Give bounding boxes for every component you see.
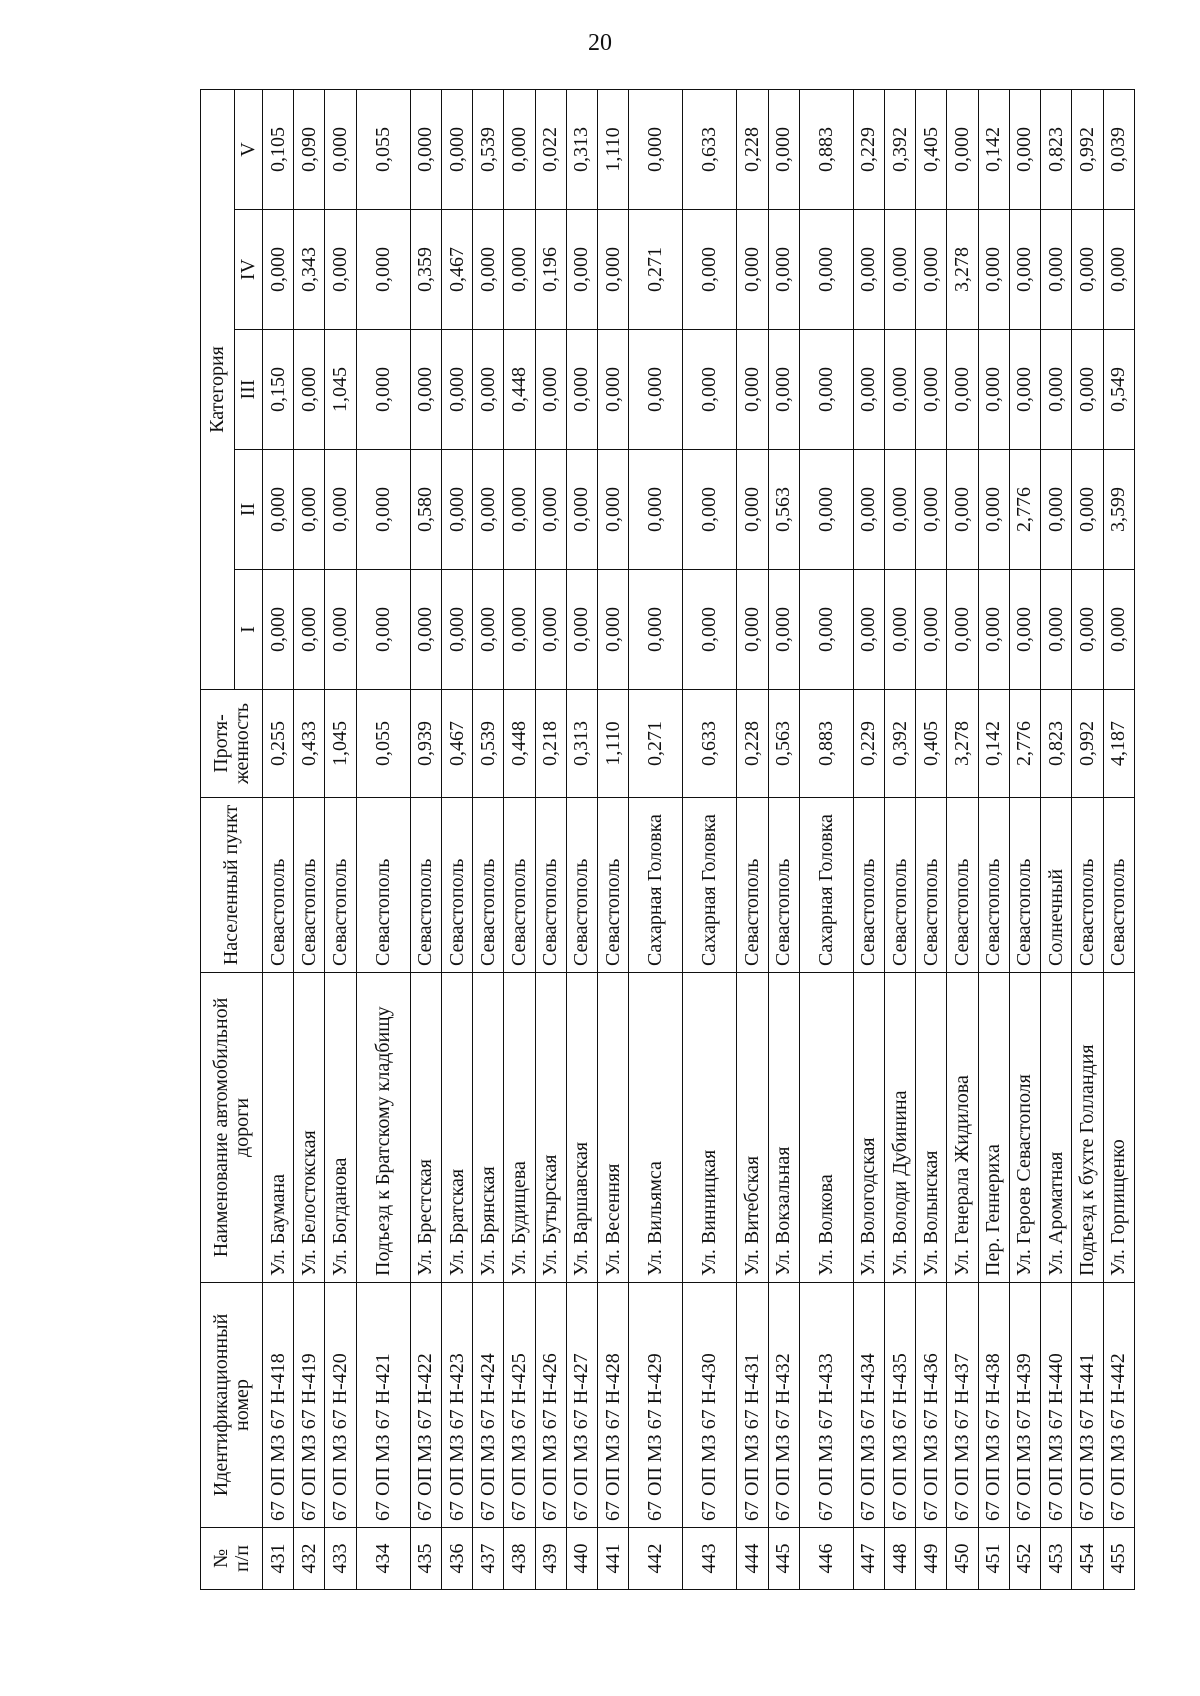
row-number-cell: 431 <box>263 1528 294 1590</box>
category-value-cell: 3,599 <box>1103 450 1135 570</box>
road-name-cell: Ул. Варшавская <box>566 973 597 1283</box>
category-value-cell: 0,000 <box>441 450 472 570</box>
road-name-cell: Ул. Будищева <box>504 973 535 1283</box>
category-value-cell: 0,229 <box>853 89 884 209</box>
length-cell: 0,055 <box>356 690 410 798</box>
table-row <box>916 89 947 1589</box>
table-row <box>1072 89 1103 1589</box>
locality-cell: Сахарная Головка <box>683 798 737 973</box>
road-name-cell: Ул. Братская <box>441 973 472 1283</box>
category-value-cell: 0,000 <box>597 450 628 570</box>
road-name-cell: Ул. Баумана <box>263 973 294 1283</box>
table-row <box>294 89 325 1589</box>
road-name-cell: Подъезд к бухте Голландия <box>1072 973 1103 1283</box>
category-value-cell: 0,000 <box>1103 570 1135 690</box>
row-number-cell: 436 <box>441 1528 472 1590</box>
table-row <box>263 89 294 1589</box>
table-row <box>683 89 737 1589</box>
locality-cell: Севастополь <box>947 798 978 973</box>
locality-cell: Сахарная Головка <box>629 798 683 973</box>
category-value-cell: 0,633 <box>683 89 737 209</box>
road-id-cell: 67 ОП МЗ 67 Н-442 <box>1103 1283 1135 1528</box>
road-id-cell: 67 ОП МЗ 67 Н-436 <box>916 1283 947 1528</box>
category-value-cell: 0,000 <box>535 570 566 690</box>
category-value-cell: 0,000 <box>410 89 441 209</box>
length-cell: 3,278 <box>947 690 978 798</box>
category-value-cell: 0,000 <box>1009 210 1040 330</box>
category-value-cell: 0,405 <box>916 89 947 209</box>
row-number-cell: 443 <box>683 1528 737 1590</box>
locality-cell: Солнечный <box>1041 798 1072 973</box>
road-name-cell: Ул. Горпищенко <box>1103 973 1135 1283</box>
category-value-cell: 0,000 <box>629 450 683 570</box>
road-name-cell: Ул. Бутырская <box>535 973 566 1283</box>
category-value-cell: 0,000 <box>799 210 853 330</box>
length-cell: 1,110 <box>597 690 628 798</box>
category-value-cell: 0,000 <box>683 570 737 690</box>
road-id-cell: 67 ОП МЗ 67 Н-439 <box>1009 1283 1040 1528</box>
road-name-cell: Ул. Генерала Жидилова <box>947 973 978 1283</box>
category-value-cell: 0,000 <box>1072 210 1103 330</box>
category-value-cell: 0,000 <box>294 330 325 450</box>
row-number-cell: 454 <box>1072 1528 1103 1590</box>
category-value-cell: 0,055 <box>356 89 410 209</box>
row-number-cell: 455 <box>1103 1528 1135 1590</box>
category-value-cell: 0,000 <box>768 570 799 690</box>
length-cell: 0,539 <box>473 690 504 798</box>
col-locality-header: Населенный пункт <box>201 798 263 973</box>
category-value-cell: 0,000 <box>737 330 768 450</box>
category-value-cell: 0,000 <box>504 570 535 690</box>
category-value-cell: 0,000 <box>473 450 504 570</box>
category-value-cell: 0,000 <box>853 450 884 570</box>
row-number-cell: 440 <box>566 1528 597 1590</box>
category-value-cell: 0,000 <box>566 450 597 570</box>
category-value-cell: 0,000 <box>597 330 628 450</box>
road-id-cell: 67 ОП МЗ 67 Н-419 <box>294 1283 325 1528</box>
category-value-cell: 0,000 <box>263 210 294 330</box>
category-value-cell: 0,313 <box>566 89 597 209</box>
length-cell: 0,467 <box>441 690 472 798</box>
category-value-cell: 0,000 <box>1041 330 1072 450</box>
category-value-cell: 0,000 <box>1041 570 1072 690</box>
row-number-cell: 434 <box>356 1528 410 1590</box>
category-value-cell: 2,776 <box>1009 450 1040 570</box>
category-value-cell: 0,000 <box>597 210 628 330</box>
length-cell: 0,313 <box>566 690 597 798</box>
category-value-cell: 0,000 <box>799 330 853 450</box>
length-cell: 0,823 <box>1041 690 1072 798</box>
locality-cell: Севастополь <box>916 798 947 973</box>
locality-cell: Севастополь <box>1103 798 1135 973</box>
category-value-cell: 0,000 <box>683 330 737 450</box>
rotated-table-wrapper <box>200 90 1135 1590</box>
table-row <box>1009 89 1040 1589</box>
category-value-cell: 0,359 <box>410 210 441 330</box>
category-value-cell: 0,000 <box>683 450 737 570</box>
category-value-cell: 0,000 <box>263 450 294 570</box>
category-value-cell: 0,000 <box>947 570 978 690</box>
category-value-cell: 0,000 <box>1041 210 1072 330</box>
locality-cell: Севастополь <box>737 798 768 973</box>
locality-cell: Сахарная Головка <box>799 798 853 973</box>
category-value-cell: 0,000 <box>853 330 884 450</box>
length-cell: 0,563 <box>768 690 799 798</box>
category-value-cell: 0,000 <box>410 570 441 690</box>
category-value-cell: 0,022 <box>535 89 566 209</box>
category-value-cell: 0,000 <box>597 570 628 690</box>
locality-cell: Севастополь <box>473 798 504 973</box>
locality-cell: Севастополь <box>853 798 884 973</box>
road-id-cell: 67 ОП МЗ 67 Н-434 <box>853 1283 884 1528</box>
road-id-cell: 67 ОП МЗ 67 Н-428 <box>597 1283 628 1528</box>
category-value-cell: 0,000 <box>1072 450 1103 570</box>
row-number-cell: 437 <box>473 1528 504 1590</box>
category-value-cell: 0,000 <box>294 450 325 570</box>
length-cell: 0,142 <box>978 690 1009 798</box>
category-value-cell: 0,000 <box>916 570 947 690</box>
locality-cell: Севастополь <box>263 798 294 973</box>
row-number-cell: 433 <box>325 1528 356 1590</box>
table-row <box>410 89 441 1589</box>
category-value-cell: 0,000 <box>947 330 978 450</box>
category-value-cell: 0,000 <box>629 570 683 690</box>
road-id-cell: 67 ОП МЗ 67 Н-427 <box>566 1283 597 1528</box>
category-value-cell: 0,000 <box>356 570 410 690</box>
road-id-cell: 67 ОП МЗ 67 Н-435 <box>885 1283 916 1528</box>
locality-cell: Севастополь <box>504 798 535 973</box>
category-value-cell: 0,000 <box>737 570 768 690</box>
row-number-cell: 450 <box>947 1528 978 1590</box>
category-value-cell: 0,000 <box>629 89 683 209</box>
table-row <box>978 89 1009 1589</box>
category-value-cell: 0,000 <box>1072 330 1103 450</box>
category-value-cell: 0,000 <box>768 210 799 330</box>
length-cell: 0,433 <box>294 690 325 798</box>
category-value-cell: 0,823 <box>1041 89 1072 209</box>
road-name-cell: Ул. Героев Севастополя <box>1009 973 1040 1283</box>
locality-cell: Севастополь <box>1009 798 1040 973</box>
road-id-cell: 67 ОП МЗ 67 Н-432 <box>768 1283 799 1528</box>
length-cell: 0,218 <box>535 690 566 798</box>
category-value-cell: 0,549 <box>1103 330 1135 450</box>
locality-cell: Севастополь <box>566 798 597 973</box>
road-id-cell: 67 ОП МЗ 67 Н-431 <box>737 1283 768 1528</box>
category-value-cell: 0,448 <box>504 330 535 450</box>
locality-cell: Севастополь <box>356 798 410 973</box>
category-value-cell: 0,000 <box>768 89 799 209</box>
category-value-cell: 0,000 <box>885 570 916 690</box>
table-row <box>473 89 504 1589</box>
length-cell: 0,939 <box>410 690 441 798</box>
length-cell: 0,271 <box>629 690 683 798</box>
category-value-cell: 0,000 <box>853 570 884 690</box>
road-id-cell: 67 ОП МЗ 67 Н-422 <box>410 1283 441 1528</box>
locality-cell: Севастополь <box>535 798 566 973</box>
category-value-cell: 0,000 <box>441 89 472 209</box>
table-row <box>1103 89 1135 1589</box>
row-number-cell: 453 <box>1041 1528 1072 1590</box>
row-number-cell: 445 <box>768 1528 799 1590</box>
category-value-cell: 0,142 <box>978 89 1009 209</box>
row-number-cell: 447 <box>853 1528 884 1590</box>
category-value-cell: 0,467 <box>441 210 472 330</box>
category-value-cell: 0,000 <box>853 210 884 330</box>
category-ii-header: II <box>235 450 263 570</box>
table-row <box>441 89 472 1589</box>
category-value-cell: 0,000 <box>356 210 410 330</box>
category-iv-header: IV <box>235 210 263 330</box>
road-id-cell: 67 ОП МЗ 67 Н-418 <box>263 1283 294 1528</box>
length-cell: 0,405 <box>916 690 947 798</box>
table-row <box>325 89 356 1589</box>
category-value-cell: 0,000 <box>356 450 410 570</box>
category-value-cell: 0,271 <box>629 210 683 330</box>
road-name-cell: Подъезд к Братскому кладбищу <box>356 973 410 1283</box>
category-value-cell: 0,343 <box>294 210 325 330</box>
category-value-cell: 0,000 <box>473 330 504 450</box>
length-cell: 0,229 <box>853 690 884 798</box>
col-name-header: Наименование автомобильной дороги <box>201 973 263 1283</box>
category-value-cell: 0,000 <box>1072 570 1103 690</box>
category-value-cell: 0,000 <box>566 330 597 450</box>
road-name-cell: Ул. Богданова <box>325 973 356 1283</box>
category-value-cell: 0,000 <box>441 330 472 450</box>
category-value-cell: 0,000 <box>566 210 597 330</box>
category-value-cell: 1,045 <box>325 330 356 450</box>
table-row <box>597 89 628 1589</box>
category-i-header: I <box>235 570 263 690</box>
table-row <box>356 89 410 1589</box>
category-iii-header: III <box>235 330 263 450</box>
length-cell: 0,255 <box>263 690 294 798</box>
road-id-cell: 67 ОП МЗ 67 Н-420 <box>325 1283 356 1528</box>
locality-cell: Севастополь <box>441 798 472 973</box>
locality-cell: Севастополь <box>1072 798 1103 973</box>
roads-table <box>200 89 1135 1590</box>
col-length-header: Протя- женность <box>201 690 263 798</box>
category-value-cell: 0,000 <box>535 450 566 570</box>
category-value-cell: 0,000 <box>263 570 294 690</box>
table-row <box>629 89 683 1589</box>
road-name-cell: Ул. Винницкая <box>683 973 737 1283</box>
road-name-cell: Ул. Ароматная <box>1041 973 1072 1283</box>
category-value-cell: 0,000 <box>325 210 356 330</box>
road-id-cell: 67 ОП МЗ 67 Н-430 <box>683 1283 737 1528</box>
road-id-cell: 67 ОП МЗ 67 Н-421 <box>356 1283 410 1528</box>
table-body <box>263 89 1135 1589</box>
category-value-cell: 0,000 <box>1009 570 1040 690</box>
table-row <box>1041 89 1072 1589</box>
table-row <box>535 89 566 1589</box>
category-value-cell: 0,000 <box>1009 89 1040 209</box>
locality-cell: Севастополь <box>325 798 356 973</box>
road-id-cell: 67 ОП МЗ 67 Н-429 <box>629 1283 683 1528</box>
table-row <box>947 89 978 1589</box>
table-row <box>566 89 597 1589</box>
row-number-cell: 435 <box>410 1528 441 1590</box>
category-value-cell: 0,039 <box>1103 89 1135 209</box>
category-value-cell: 0,539 <box>473 89 504 209</box>
category-value-cell: 0,000 <box>947 89 978 209</box>
category-value-cell: 1,110 <box>597 89 628 209</box>
category-value-cell: 0,090 <box>294 89 325 209</box>
category-value-cell: 0,000 <box>1103 210 1135 330</box>
length-cell: 2,776 <box>1009 690 1040 798</box>
row-number-cell: 452 <box>1009 1528 1040 1590</box>
table-row <box>504 89 535 1589</box>
locality-cell: Севастополь <box>978 798 1009 973</box>
category-value-cell: 0,196 <box>535 210 566 330</box>
road-id-cell: 67 ОП МЗ 67 Н-423 <box>441 1283 472 1528</box>
table-row <box>737 89 768 1589</box>
category-value-cell: 0,000 <box>504 450 535 570</box>
row-number-cell: 432 <box>294 1528 325 1590</box>
road-name-cell: Ул. Белостокская <box>294 973 325 1283</box>
road-name-cell: Ул. Весенняя <box>597 973 628 1283</box>
category-value-cell: 0,000 <box>504 89 535 209</box>
road-id-cell: 67 ОП МЗ 67 Н-433 <box>799 1283 853 1528</box>
category-value-cell: 0,000 <box>916 210 947 330</box>
row-number-cell: 448 <box>885 1528 916 1590</box>
category-value-cell: 0,392 <box>885 89 916 209</box>
length-cell: 0,228 <box>737 690 768 798</box>
category-value-cell: 0,150 <box>263 330 294 450</box>
row-number-cell: 439 <box>535 1528 566 1590</box>
length-cell: 0,633 <box>683 690 737 798</box>
row-number-cell: 444 <box>737 1528 768 1590</box>
category-value-cell: 0,000 <box>978 330 1009 450</box>
category-value-cell: 0,000 <box>978 210 1009 330</box>
category-value-cell: 0,000 <box>683 210 737 330</box>
row-number-cell: 446 <box>799 1528 853 1590</box>
length-cell: 0,448 <box>504 690 535 798</box>
category-value-cell: 0,000 <box>1041 450 1072 570</box>
category-value-cell: 0,000 <box>325 450 356 570</box>
category-value-cell: 0,000 <box>566 570 597 690</box>
locality-cell: Севастополь <box>410 798 441 973</box>
road-name-cell: Ул. Вокзальная <box>768 973 799 1283</box>
row-number-cell: 441 <box>597 1528 628 1590</box>
category-value-cell: 0,000 <box>885 210 916 330</box>
category-value-cell: 0,000 <box>916 330 947 450</box>
page-number: 20 <box>588 30 612 56</box>
row-number-cell: 451 <box>978 1528 1009 1590</box>
col-id-header: Идентификационный номер <box>201 1283 263 1528</box>
category-value-cell: 0,000 <box>473 570 504 690</box>
length-cell: 0,992 <box>1072 690 1103 798</box>
locality-cell: Севастополь <box>294 798 325 973</box>
length-cell: 4,187 <box>1103 690 1135 798</box>
road-id-cell: 67 ОП МЗ 67 Н-425 <box>504 1283 535 1528</box>
table-row <box>885 89 916 1589</box>
category-value-cell: 0,563 <box>768 450 799 570</box>
table-row <box>799 89 853 1589</box>
category-value-cell: 0,000 <box>325 570 356 690</box>
category-value-cell: 0,000 <box>885 330 916 450</box>
category-value-cell: 0,000 <box>535 330 566 450</box>
col-category-header: Категория <box>201 89 235 689</box>
road-name-cell: Ул. Вологодская <box>853 973 884 1283</box>
table-row <box>768 89 799 1589</box>
table-row <box>853 89 884 1589</box>
category-value-cell: 0,000 <box>737 210 768 330</box>
category-v-header: V <box>235 89 263 209</box>
length-cell: 0,392 <box>885 690 916 798</box>
category-value-cell: 0,000 <box>916 450 947 570</box>
category-value-cell: 0,000 <box>885 450 916 570</box>
road-name-cell: Ул. Брестская <box>410 973 441 1283</box>
category-value-cell: 0,000 <box>799 450 853 570</box>
road-name-cell: Ул. Волынская <box>916 973 947 1283</box>
length-cell: 1,045 <box>325 690 356 798</box>
locality-cell: Севастополь <box>597 798 628 973</box>
category-value-cell: 0,000 <box>1009 330 1040 450</box>
locality-cell: Севастополь <box>768 798 799 973</box>
category-value-cell: 0,000 <box>410 330 441 450</box>
category-value-cell: 0,000 <box>947 450 978 570</box>
category-value-cell: 0,000 <box>325 89 356 209</box>
road-name-cell: Пер. Геннериха <box>978 973 1009 1283</box>
category-value-cell: 0,000 <box>441 570 472 690</box>
category-value-cell: 0,000 <box>504 210 535 330</box>
category-value-cell: 0,000 <box>768 330 799 450</box>
road-id-cell: 67 ОП МЗ 67 Н-437 <box>947 1283 978 1528</box>
road-name-cell: Ул. Вильямса <box>629 973 683 1283</box>
category-value-cell: 0,228 <box>737 89 768 209</box>
length-cell: 0,883 <box>799 690 853 798</box>
road-id-cell: 67 ОП МЗ 67 Н-440 <box>1041 1283 1072 1528</box>
category-value-cell: 0,000 <box>629 330 683 450</box>
category-value-cell: 0,580 <box>410 450 441 570</box>
category-value-cell: 0,000 <box>978 570 1009 690</box>
category-value-cell: 0,000 <box>294 570 325 690</box>
road-name-cell: Ул. Витебская <box>737 973 768 1283</box>
col-no-header: № п/п <box>201 1528 263 1590</box>
road-name-cell: Ул. Володи Дубинина <box>885 973 916 1283</box>
road-name-cell: Ул. Волкова <box>799 973 853 1283</box>
category-value-cell: 0,883 <box>799 89 853 209</box>
category-value-cell: 0,000 <box>799 570 853 690</box>
category-value-cell: 0,105 <box>263 89 294 209</box>
category-value-cell: 0,000 <box>978 450 1009 570</box>
category-value-cell: 0,000 <box>473 210 504 330</box>
road-id-cell: 67 ОП МЗ 67 Н-438 <box>978 1283 1009 1528</box>
category-value-cell: 0,000 <box>356 330 410 450</box>
row-number-cell: 449 <box>916 1528 947 1590</box>
row-number-cell: 442 <box>629 1528 683 1590</box>
row-number-cell: 438 <box>504 1528 535 1590</box>
category-value-cell: 0,000 <box>737 450 768 570</box>
locality-cell: Севастополь <box>885 798 916 973</box>
road-id-cell: 67 ОП МЗ 67 Н-426 <box>535 1283 566 1528</box>
road-id-cell: 67 ОП МЗ 67 Н-424 <box>473 1283 504 1528</box>
category-value-cell: 3,278 <box>947 210 978 330</box>
road-id-cell: 67 ОП МЗ 67 Н-441 <box>1072 1283 1103 1528</box>
road-name-cell: Ул. Брянская <box>473 973 504 1283</box>
category-value-cell: 0,992 <box>1072 89 1103 209</box>
